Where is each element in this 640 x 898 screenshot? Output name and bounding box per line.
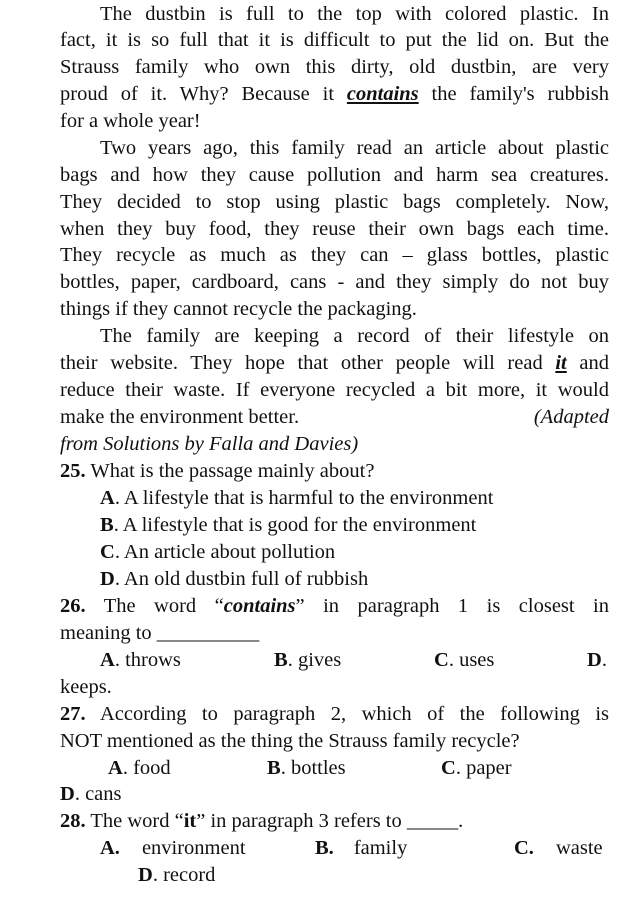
question-28-options: [60, 835, 609, 861]
p3-line-2-end: and: [566, 352, 609, 374]
option-text: . An old dustbin full of rubbish: [114, 568, 369, 590]
p1-line-4-end: the family's rubbish: [418, 83, 609, 105]
p1-line-4-start: proud of it. Why? Because it: [60, 83, 347, 105]
question-27-option-a[interactable]: [108, 755, 171, 781]
p1-line-1: The dustbin is full to the top with colored plastic. In: [100, 3, 609, 25]
question-27-stem: [60, 701, 609, 727]
question-25-option-b[interactable]: [100, 512, 609, 538]
p3-line-3: reduce their waste. If everyone recycled a bit more, it would: [60, 379, 609, 401]
question-26-option-d[interactable]: [587, 647, 607, 673]
question-25-option-c[interactable]: [100, 539, 609, 565]
question-26-option-d-text[interactable]: keeps.: [60, 676, 112, 698]
question-26-option-b[interactable]: [274, 647, 341, 673]
p1-line-3: Strauss family who own this dirty, old dustbin, are very: [60, 56, 609, 78]
question-26-option-c[interactable]: [434, 647, 494, 673]
p2-line-3: They decided to stop using plastic bags completely. Now,: [60, 191, 609, 213]
p1-line-2: fact, it is so full that it is difficult to put the lid on. But the: [60, 29, 609, 51]
p3-line-1: The family are keeping a record of their lifestyle on: [100, 325, 609, 347]
option-text: . paper: [455, 757, 512, 779]
option-letter: D: [60, 783, 75, 805]
question-26-text-start: The word “: [85, 595, 224, 617]
option-text: . bottles: [280, 757, 346, 779]
option-text: . record: [152, 864, 216, 886]
question-27-option-c[interactable]: [441, 755, 512, 781]
option-text: .: [601, 649, 607, 671]
question-26-number: 26.: [60, 595, 86, 617]
option-letter: D: [587, 649, 602, 671]
option-text: waste: [555, 837, 603, 859]
question-27-number: 27.: [60, 703, 86, 725]
option-text: . A lifestyle that is harmful to the environment: [114, 487, 494, 509]
question-26-text-end: ” in paragraph 1 is closest in: [295, 595, 609, 617]
question-28-text-end: ” in paragraph 3 refers to _____.: [196, 810, 464, 832]
option-letter: C: [434, 649, 449, 671]
question-25-number: 25.: [60, 460, 86, 482]
keyword-contains: contains: [346, 83, 419, 105]
question-27-option-b[interactable]: [267, 755, 346, 781]
p1-line-4: [60, 81, 609, 107]
question-28-option-c[interactable]: [514, 835, 603, 861]
option-text: . gives: [287, 649, 342, 671]
option-letter: B: [267, 757, 281, 779]
option-letter: B.: [315, 837, 334, 859]
question-27-options: [60, 755, 609, 781]
question-26-option-a[interactable]: [100, 647, 181, 673]
option-letter: A: [100, 649, 115, 671]
keyword-it: it: [555, 352, 567, 374]
p2-line-1: Two years ago, this family read an article about plastic: [100, 137, 609, 159]
source-citation-start: (Adapted: [533, 406, 609, 428]
p2-line-5: They recycle as much as they can – glass bottles, plastic: [60, 244, 609, 266]
p1-line-5: for a whole year!: [60, 110, 201, 132]
source-citation-end: from Solutions by Falla and Davies): [60, 433, 359, 455]
question-27-text: According to paragraph 2, which of the following is: [85, 703, 609, 725]
question-26-stem-line-2: meaning to __________: [60, 622, 260, 644]
option-text: environment: [141, 837, 246, 859]
option-text: . throws: [114, 649, 181, 671]
question-28-option-d[interactable]: [138, 862, 438, 888]
question-25-stem: [60, 458, 609, 484]
option-text: family: [353, 837, 408, 859]
p2-line-6: bottles, paper, cardboard, cans - and they simply do not buy: [60, 271, 609, 293]
option-letter: A: [108, 757, 123, 779]
option-letter: C: [441, 757, 456, 779]
p3-line-2: [60, 350, 609, 376]
option-letter: A: [100, 487, 115, 509]
option-letter: D: [138, 864, 153, 886]
question-28-number: 28.: [60, 810, 86, 832]
question-25-text: What is the passage mainly about?: [85, 460, 375, 482]
p3-line-2-start: their website. They hope that other people will read: [60, 352, 556, 374]
question-28-option-a[interactable]: [100, 835, 246, 861]
question-25-option-d[interactable]: [100, 566, 609, 592]
p3-line-4-text: make the environment better.: [60, 406, 300, 428]
option-letter: C.: [514, 837, 534, 859]
option-letter: A.: [100, 837, 120, 859]
option-letter: D: [100, 568, 115, 590]
option-text: . A lifestyle that is good for the environment: [113, 514, 477, 536]
p2-line-7: things if they cannot recycle the packaging.: [60, 298, 417, 320]
option-text: . cans: [74, 783, 122, 805]
question-26-keyword: contains: [223, 595, 296, 617]
question-27-stem-line-2: NOT mentioned as the thing the Strauss family recycle?: [60, 730, 520, 752]
option-text: . An article about pollution: [114, 541, 336, 563]
option-text: . food: [122, 757, 171, 779]
option-text: . uses: [448, 649, 495, 671]
question-25-option-a[interactable]: [100, 485, 609, 511]
option-letter: B: [274, 649, 288, 671]
question-28-text-start: The word “: [85, 810, 184, 832]
question-28-keyword: it: [183, 810, 197, 832]
question-26-stem: [60, 593, 609, 619]
p2-line-4: when they buy food, they reuse their own bags each time.: [60, 218, 609, 240]
question-26-options: [60, 647, 609, 673]
p3-line-4: [60, 404, 609, 430]
option-letter: B: [100, 514, 114, 536]
p2-line-2: bags and how they cause pollution and harm sea creatures.: [60, 164, 609, 186]
option-letter: C: [100, 541, 115, 563]
question-28-option-b[interactable]: [315, 835, 407, 861]
question-27-option-d[interactable]: [60, 781, 609, 807]
question-28-stem: [60, 808, 609, 834]
